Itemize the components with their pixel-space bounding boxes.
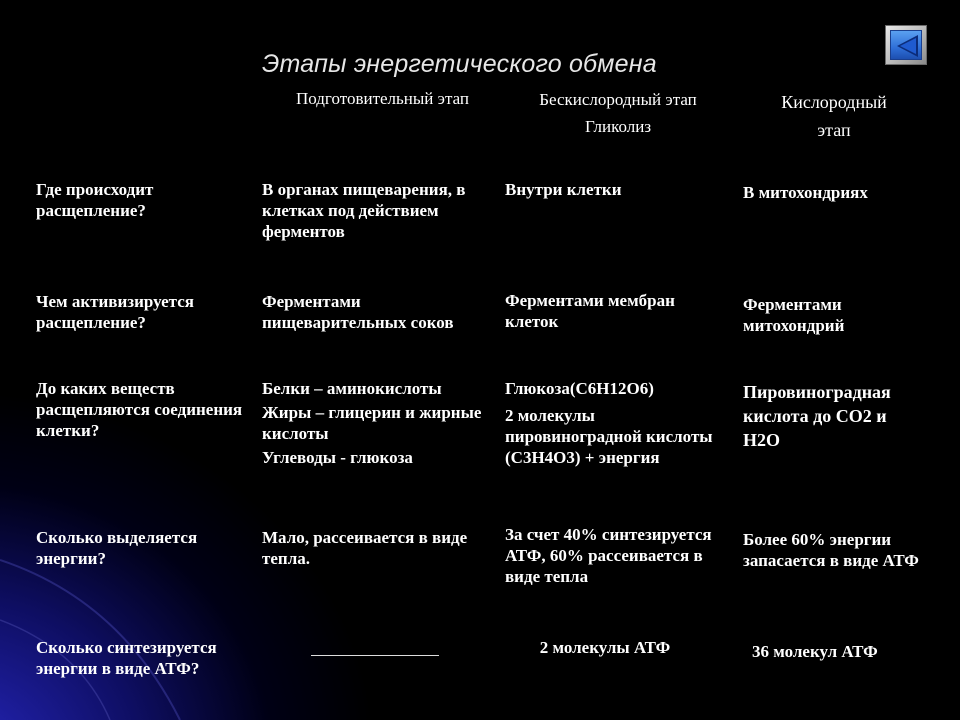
row1-anaerobic: Внутри клетки (505, 180, 622, 199)
row2-anaerobic: Ферментами мембран клеток (505, 291, 675, 331)
row5-anaerobic: 2 молекулы АТФ (539, 638, 671, 657)
row3-anaerobic-glucose: Глюкоза(С6Н12О6) (505, 379, 654, 398)
header-anaerobic (505, 86, 731, 140)
row5-oxygen: 36 молекул АТФ (752, 642, 878, 661)
header-oxygen-line2: этап (817, 120, 851, 140)
header-preparatory-label: Подготовительный этап (295, 89, 470, 108)
row4-preparatory: Мало, рассеивается в виде тепла. (262, 528, 468, 568)
row4-anaerobic: За счет 40% синтезируется АТФ, 60% рассеивается в виде тепла (505, 525, 712, 586)
row3-oxygen: Пировиноградная кислота до СО2 и Н2О (743, 382, 891, 450)
row2-oxygen: Ферментами митохондрий (743, 295, 845, 335)
back-arrow-icon (891, 31, 923, 61)
header-anaerobic-line2: Гликолиз (584, 117, 652, 136)
row3-anaerobic-products: 2 молекулы пировиноградной кислоты (С3Н4О3) + энергия (505, 406, 713, 467)
row5-question: Сколько синтезируется энергии в виде АТФ? (36, 638, 217, 678)
row3-anaerobic (505, 378, 730, 471)
row1-preparatory: В органах пищеварения, в клетках под действием ферментов (262, 180, 466, 241)
row3-preparatory-carbs: Углеводы - глюкоза (262, 448, 413, 467)
header-preparatory (280, 88, 485, 109)
header-oxygen-line1: Кислородный (781, 92, 887, 112)
row3-preparatory-proteins: Белки – аминокислоты (262, 379, 442, 398)
row3-preparatory (262, 378, 494, 471)
row1-oxygen: В митохондриях (743, 183, 868, 202)
row4-question: Сколько выделяется энергии? (36, 528, 198, 568)
header-oxygen (746, 88, 922, 144)
row3-preparatory-fats: Жиры – глицерин и жирные кислоты (262, 403, 482, 443)
row1-question: Где происходит расщепление? (36, 180, 154, 220)
row3-question: До каких веществ расщепляются соединения клетки? (36, 379, 243, 440)
slide-title: Этапы энергетического обмена (262, 50, 657, 78)
back-button[interactable] (885, 25, 927, 65)
row2-question: Чем активизируется расщепление? (36, 292, 194, 332)
row2-preparatory: Ферментами пищеварительных соков (262, 292, 454, 332)
header-anaerobic-line1: Бескислородный этап (539, 90, 697, 109)
row4-oxygen: Более 60% энергии запасается в виде АТФ (743, 530, 919, 570)
row5-preparatory-blank (311, 655, 439, 656)
